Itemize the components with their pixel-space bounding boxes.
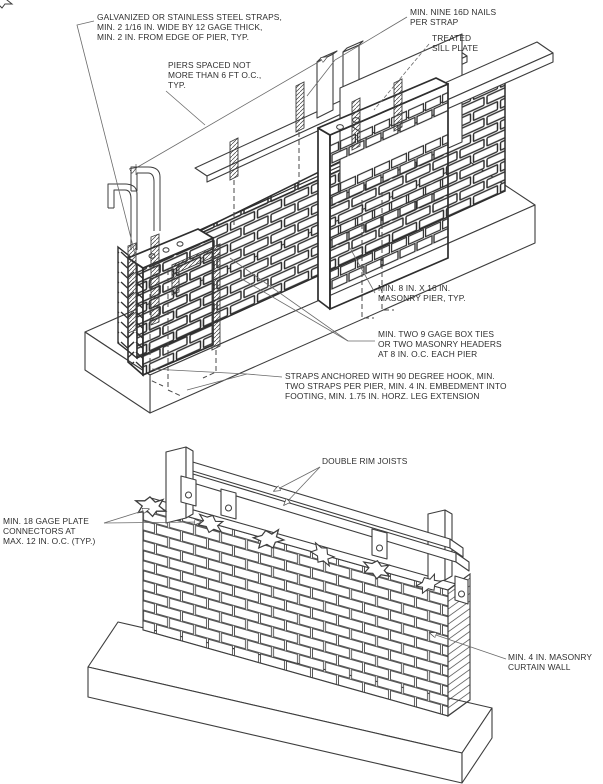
label-plate-connectors bbox=[3, 516, 96, 546]
label-plate-connectors-line1: MIN. 18 GAGE PLATE bbox=[3, 516, 89, 526]
label-sill-plate bbox=[432, 33, 478, 53]
label-straps-line2: MIN. 2 1/16 IN. WIDE BY 12 GAGE THICK, bbox=[97, 22, 263, 32]
label-box-ties-line2: OR TWO MASONRY HEADERS bbox=[378, 339, 502, 349]
label-curtain-wall-line1: MIN. 4 IN. MASONRY bbox=[508, 652, 593, 662]
plate-connector bbox=[372, 529, 387, 559]
label-box-ties bbox=[378, 329, 502, 359]
label-masonry-pier bbox=[378, 283, 466, 303]
plate-connector bbox=[181, 476, 196, 506]
label-pier-spacing-line2: MORE THAN 6 FT O.C., bbox=[168, 70, 262, 80]
label-masonry-pier-line2: MASONRY PIER, TYP. bbox=[378, 293, 466, 303]
top-diagram bbox=[77, 7, 553, 413]
label-box-ties-line3: AT 8 IN. O.C. EACH PIER bbox=[378, 349, 478, 359]
label-straps-line3: MIN. 2 IN. FROM EDGE OF PIER, TYP. bbox=[97, 32, 250, 42]
label-strap-anchorage-line1: STRAPS ANCHORED WITH 90 DEGREE HOOK, MIN. bbox=[285, 371, 495, 381]
label-pier-spacing bbox=[168, 60, 261, 90]
label-strap-anchorage-line3: FOOTING, MIN. 1.75 IN. HORZ. LEG EXTENSION bbox=[285, 391, 480, 401]
label-plate-connectors-line3: MAX. 12 IN. O.C. (TYP.) bbox=[3, 536, 96, 546]
label-box-ties-line1: MIN. TWO 9 GAGE BOX TIES bbox=[378, 329, 495, 339]
label-strap-anchorage-line2: TWO STRAPS PER PIER, MIN. 4 IN. EMBEDMENT INTO bbox=[285, 381, 507, 391]
label-nails-line1: MIN. NINE 16D NAILS bbox=[410, 7, 497, 17]
label-pier-spacing-line1: PIERS SPACED NOT bbox=[168, 60, 251, 70]
label-pier-spacing-line3: TYP. bbox=[168, 80, 186, 90]
label-sill-plate-line2: SILL PLATE bbox=[432, 43, 479, 53]
label-nails-line2: PER STRAP bbox=[410, 17, 459, 27]
label-rim-joists: DOUBLE RIM JOISTS bbox=[322, 456, 408, 466]
label-strap-anchorage bbox=[285, 371, 507, 401]
label-curtain-wall bbox=[508, 652, 592, 672]
label-straps bbox=[97, 12, 282, 42]
plate-connector bbox=[455, 576, 468, 604]
label-curtain-wall-line2: CURTAIN WALL bbox=[508, 662, 571, 672]
label-nails bbox=[410, 7, 496, 27]
label-straps-line1: GALVANIZED OR STAINLESS STEEL STRAPS, bbox=[97, 12, 282, 22]
label-sill-plate-line1: TREATED bbox=[432, 33, 472, 43]
label-plate-connectors-line2: CONNECTORS AT bbox=[3, 526, 76, 536]
label-masonry-pier-line1: MIN. 8 IN. X 16 IN. bbox=[378, 283, 451, 293]
plate-connector bbox=[221, 489, 236, 519]
